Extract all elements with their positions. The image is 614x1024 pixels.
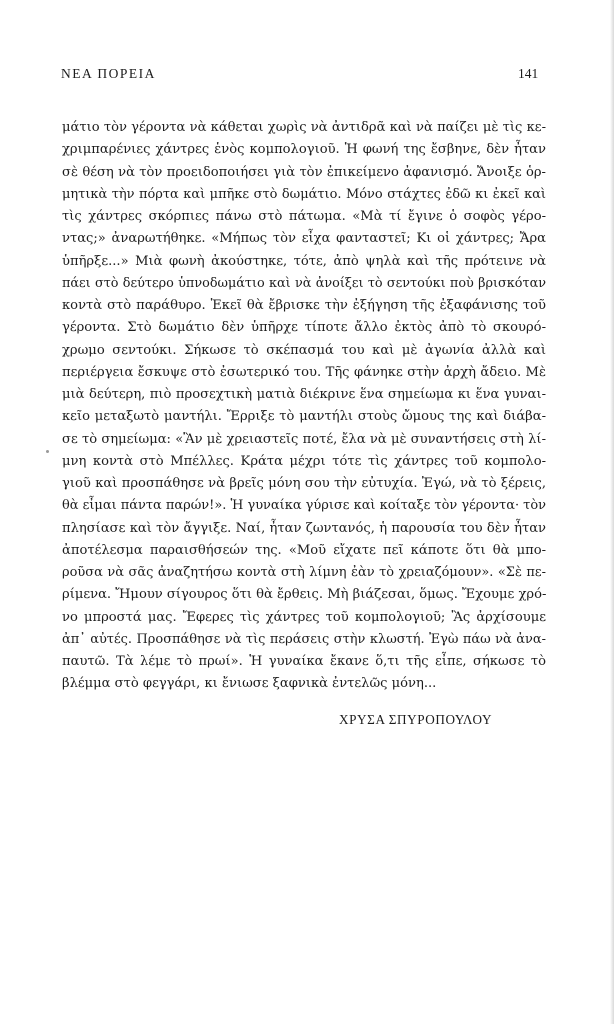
text-line: ἀπ᾿ αὐτές. Προσπάθησε νὰ τὶς περάσεις στὴν κλωστή. Ἐγὼ πάω νὰ ἀνα- bbox=[62, 631, 546, 647]
text-line-last: βλέμμα στὸ φεγγάρι, κι ἔνιωσε ξαφνικὰ ἐντελῶς μόνη... bbox=[62, 676, 437, 692]
text-line: σὲ θέση νὰ τὸν προειδοποιήσει γιὰ τὸν ἐπικείμενο ἀφανισμό. Ἄνοιξε ὁρ- bbox=[62, 164, 546, 180]
text-line: χρωμο σεντούκι. Σήκωσε τὸ σκέπασμά του καὶ μὲ ἀγωνία ἀλλὰ καὶ bbox=[62, 342, 546, 358]
text-line: μάτιο τὸν γέροντα νὰ κάθεται χωρὶς νὰ ἀντιδρᾶ καὶ νὰ παίζει μὲ τὶς κε- bbox=[62, 120, 546, 135]
text-line: ντας;» ἀναρωτήθηκε. «Μήπως τὸν εἶχα φανταστεῖ; Κι οἱ χάντρες; Ἄρα bbox=[62, 231, 546, 247]
story-text-block bbox=[62, 117, 546, 696]
text-line: περιέργεια ἔσκυψε στὸ ἐσωτερικό του. Τῆς φάνηκε στὴν ἀρχὴ ἄδειο. Μὲ bbox=[62, 364, 546, 380]
text-line: τὶς χάντρες σκόρπιες πάνω στὸ πάτωμα. «Μὰ τί ἔγινε ὁ σοφὸς γέρο- bbox=[62, 209, 546, 224]
text-line: ρίμενα. Ἤμουν σίγουρος ὅτι θὰ ἔρθεις. Μὴ βιάζεσαι, ὅμως. Ἔχουμε χρό- bbox=[62, 587, 547, 603]
text-line: σε τὸ σημείωμα: «Ἂν μὲ χρειαστεῖς ποτέ, ἔλα νὰ μὲ συναντήσεις στὴ λί- bbox=[62, 431, 546, 447]
scan-speck bbox=[46, 450, 49, 453]
text-line: ἀποτέλεσμα παραισθήσεών της. «Μοῦ εἴχατε πεῖ κάποτε ὅτι θὰ μπο- bbox=[62, 542, 546, 558]
text-line: μιὰ δεύτερη, πιὸ προσεχτικὴ ματιὰ διέκρινε ἕνα σημείωμα κι ἕνα γυναι- bbox=[62, 387, 546, 402]
author-signature: ΧΡΥΣΑ ΣΠΥΡΟΠΟΥΛΟΥ bbox=[339, 712, 493, 727]
text-line: πλησίασε καὶ τὸν ἄγγιξε. Ναί, ἦταν ζωντανός, ἡ παρουσία του δὲν ἦταν bbox=[62, 520, 546, 536]
text-line: ὑπῆρξε...» Μιὰ φωνὴ ἀκούστηκε, τότε, ἀπὸ ψηλὰ καὶ τῆς πρότεινε νὰ bbox=[62, 253, 546, 269]
text-line: ροῦσα νὰ σᾶς ἀναζητήσω κοντὰ στὴ λίμνη ἐὰν τὸ χρειαζόμουν». «Σὲ πε- bbox=[62, 565, 546, 580]
text-line: πάει στὸ δεύτερο ὑπνοδωμάτιο καὶ νὰ ἀνοίξει τὸ σεντούκι ποὺ βρισκόταν bbox=[62, 275, 546, 291]
text-line: θὰ εἶμαι πάντα παρών!». Ἡ γυναίκα γύρισε καὶ κοίταξε τὸν γέροντα· τὸν bbox=[62, 498, 546, 514]
text-line: παυτῶ. Τὰ λέμε τὸ πρωί». Ἡ γυναίκα ἔκανε ὅ,τι τῆς εἶπε, σήκωσε τὸ bbox=[62, 654, 546, 669]
text-line: κεῖο μεταξωτὸ μαντήλι. Ἔρριξε τὸ μαντήλι στοὺς ὤμους της καὶ διάβα- bbox=[62, 409, 546, 425]
text-line: νο μπροστά μας. Ἔφερες τὶς χάντρες τοῦ κομπολογιοῦ; Ἂς ἀρχίσουμε bbox=[62, 609, 546, 625]
page-number: 141 bbox=[518, 66, 539, 81]
page-edge-shadow bbox=[610, 0, 614, 1024]
text-line: μητικὰ τὴν πόρτα καὶ μπῆκε στὸ δωμάτιο. Μόνο στάχτες ἐδῶ κι ἐκεῖ καὶ bbox=[62, 186, 546, 202]
text-line: μνη κοντὰ στὸ Μπέλλες. Κράτα μέχρι τότε τὶς χάντρες τοῦ κομπολο- bbox=[62, 453, 546, 469]
running-head-title: ΝΕΑ ΠΟΡΕΙΑ bbox=[61, 66, 156, 81]
text-line: χριμπαρένιες χάντρες ἑνὸς κομπολογιοῦ. Ἡ φωνή της ἔσβηνε, δὲν ἦταν bbox=[62, 142, 546, 158]
text-line: κοντὰ στὸ παράθυρο. Ἐκεῖ θὰ ἔβρισκε τὴν ἐξήγηση τῆς ἐξαφάνισης τοῦ bbox=[62, 298, 546, 313]
text-line: γέροντα. Στὸ δωμάτιο δὲν ὑπῆρχε τίποτε ἄλλο ἐκτὸς ἀπὸ τὸ σκουρό- bbox=[62, 320, 546, 336]
text-line: γιοῦ καὶ προσπάθησε νὰ βρεῖς μόνη σου τὴν εὐτυχία. Ἐγώ, νὰ τὸ ξέρεις, bbox=[62, 476, 546, 491]
